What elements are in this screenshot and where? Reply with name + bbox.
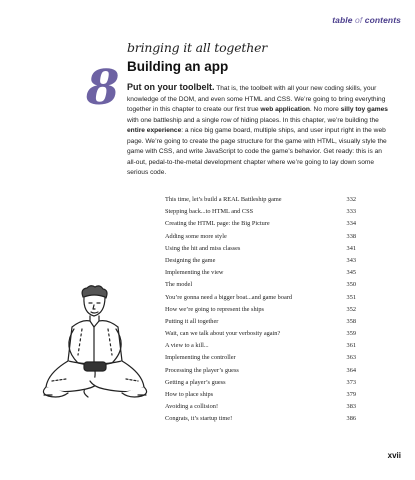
toc-entry[interactable] bbox=[165, 281, 356, 293]
toc-entry-title: You’re gonna need a bigger boat...and game board bbox=[165, 293, 293, 301]
toc-entry-page: 351 bbox=[346, 293, 356, 301]
toc-entry-title: Implementing the view bbox=[165, 269, 224, 277]
chapter-intro bbox=[127, 82, 392, 179]
toc-entry[interactable] bbox=[165, 415, 356, 427]
chapter-title: Building an app bbox=[127, 59, 229, 74]
toc-entry-page: 364 bbox=[346, 366, 356, 374]
page-number: xvii bbox=[387, 451, 401, 460]
toc-entry[interactable] bbox=[165, 208, 356, 220]
header-label-part1: table bbox=[332, 15, 353, 25]
toc-entry-title: How to place ships bbox=[165, 391, 214, 398]
toc-entry-page: 361 bbox=[346, 342, 356, 350]
toc-entry[interactable] bbox=[165, 391, 356, 403]
toc-entry[interactable] bbox=[165, 342, 356, 354]
toc-entry[interactable] bbox=[165, 367, 356, 379]
toc-entry[interactable] bbox=[165, 403, 356, 415]
toc-entry-page: 359 bbox=[346, 330, 356, 338]
toc-entry-page: 379 bbox=[346, 391, 356, 398]
toc-entry-title: Using the hit and miss classes bbox=[165, 244, 241, 252]
chapter-number: 8 bbox=[86, 60, 120, 116]
intro-text-1: That is, the toolbelt with all your new coding skills, your knowledge of the DOM, and even some HTML and CSS. We’re going to bring everything together in this chapter to create our first true bbox=[127, 85, 386, 113]
person-with-game-controller-icon bbox=[38, 283, 150, 413]
toc-entry[interactable] bbox=[165, 257, 356, 269]
toc-entry-title: Putting it all together bbox=[165, 317, 219, 325]
toc-entry[interactable] bbox=[165, 318, 356, 330]
toc-entry-title: Avoiding a collision! bbox=[165, 403, 219, 411]
intro-bold-2: silly toy games bbox=[340, 106, 388, 113]
toc-entry-title: How we’re going to represent the ships bbox=[165, 305, 264, 313]
chapter-tagline: bringing it all together bbox=[127, 40, 268, 55]
toc-entry-page: 373 bbox=[346, 378, 356, 386]
toc-entry[interactable] bbox=[165, 220, 356, 232]
toc-entry-title: Wait, can we talk about your verbosity again? bbox=[165, 330, 281, 338]
toc-entry-page: 333 bbox=[346, 208, 356, 216]
running-header bbox=[332, 15, 401, 25]
toc-entry-page: 350 bbox=[346, 281, 356, 289]
toc-entry-page: 341 bbox=[346, 244, 356, 252]
toc-entry-title: Getting a player’s guess bbox=[165, 378, 226, 386]
intro-text-2: . No more bbox=[309, 106, 341, 113]
toc-entry-title: Stepping back...to HTML and CSS bbox=[165, 208, 254, 216]
intro-bold-1: web application bbox=[260, 106, 310, 113]
intro-text-4: : a nice big game board, multiple ships, and user input right in the web page. We’re going to create the page structure for the game with HTML, visually style the game with CSS, and write JavaScript to code the game’s behavior. Get ready: this is an all-out, pedal-to-the-metal development chapter where we’re going to lay down some serious code. bbox=[127, 127, 387, 176]
toc-entry-page: 352 bbox=[346, 305, 356, 313]
toc-entry-page: 334 bbox=[346, 220, 356, 228]
toc-entry-page: 345 bbox=[346, 269, 356, 277]
toc-entry-page: 338 bbox=[346, 232, 356, 240]
toc-entry[interactable] bbox=[165, 269, 356, 281]
toc-entry-title: Processing the player’s guess bbox=[165, 366, 239, 374]
toc-entry-title: Designing the game bbox=[165, 256, 216, 264]
toc-entry-title: Creating the HTML page: the Big Picture bbox=[165, 220, 270, 228]
intro-bold-3: entire experience bbox=[127, 127, 182, 134]
toc-entry-title: The model bbox=[165, 281, 193, 289]
header-label-part2: contents bbox=[364, 15, 401, 25]
toc-entry[interactable] bbox=[165, 233, 356, 245]
toc-entry-title: This time, let’s build a REAL Battleship game bbox=[165, 196, 282, 203]
page-header bbox=[0, 0, 415, 40]
table-of-contents bbox=[165, 196, 356, 428]
toc-entry-page: 343 bbox=[346, 256, 356, 264]
toc-entry-title: Implementing the controller bbox=[165, 354, 236, 362]
toc-entry-page: 383 bbox=[346, 403, 356, 411]
toc-entry[interactable] bbox=[165, 245, 356, 257]
header-label-sep: of bbox=[355, 15, 363, 25]
intro-lead: Put on your toolbelt. bbox=[127, 82, 215, 92]
toc-entry-page: 358 bbox=[346, 317, 356, 325]
toc-entry-title: A view to a kill... bbox=[165, 342, 209, 350]
toc-entry-title: Adding some more style bbox=[165, 232, 227, 240]
intro-text-3: with one battleship and a single row of hiding places. In this chapter, we’re building the bbox=[127, 116, 379, 124]
toc-entry[interactable] bbox=[165, 306, 356, 318]
toc-entry-page: 332 bbox=[346, 196, 356, 203]
toc-entry[interactable] bbox=[165, 354, 356, 366]
toc-entry-page: 386 bbox=[346, 415, 356, 423]
toc-entry[interactable] bbox=[165, 294, 356, 306]
toc-entry[interactable] bbox=[165, 196, 356, 208]
toc-entry[interactable] bbox=[165, 330, 356, 342]
toc-entry-title: Congrats, it’s startup time! bbox=[165, 415, 233, 423]
toc-entry[interactable] bbox=[165, 379, 356, 391]
toc-entry-page: 363 bbox=[346, 354, 356, 362]
